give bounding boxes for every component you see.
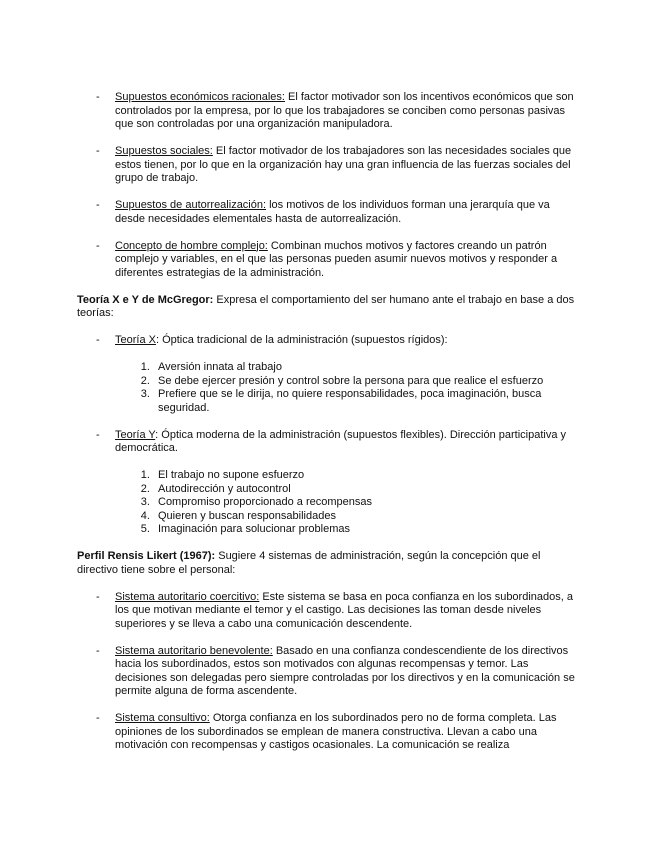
bullet-item (77, 240, 579, 281)
list-item: 5. Imaginación para solucionar problemas (153, 523, 579, 537)
bullet-term: Teoría Y (115, 428, 156, 441)
bullet-dash: - (96, 91, 100, 103)
list-item: 1. Aversión innata al trabajo (153, 361, 579, 375)
bullet-text: los motivos de los individuos forman una jerarquía que va desde necesidades elementales hasta de autorrealización. (115, 199, 550, 225)
bullet-term: Teoría X (115, 334, 156, 346)
bullet-item (77, 712, 579, 753)
bullet-dash: - (96, 334, 100, 346)
list-item: 3. Compromiso proporcionado a recompensas (153, 496, 579, 510)
bullet-item (77, 145, 579, 186)
bullet-text: El factor motivador son los incentivos económicos que son controlados por la empresa, por lo que los trabajadores se conciben como personas pasivas que son controladas por una organización manipuladora. (115, 91, 574, 130)
bullet-term: Supuestos sociales: (115, 145, 213, 157)
mcgregor-text: Expresa el comportamiento del ser humano ante el trabajo en base a dos teorías: (77, 293, 575, 319)
theory-x-list (77, 361, 579, 415)
bullet-text: Otorga confianza en los subordinados pero no de forma completa. Las opiniones de los subordinados se emplean de manera constructiva. Llevan a cabo una motivación con recompensas y castigos ocasionales. La comunicación se realiza (115, 712, 557, 751)
bullet-item (77, 91, 579, 132)
bullet-term: Concepto de hombre complejo: (115, 239, 268, 252)
list-item: 4. Quieren y buscan responsabilidades (153, 510, 579, 524)
likert-heading: Perfil Rensis Likert (1967): (77, 550, 216, 562)
bullet-term: Supuestos económicos racionales: (115, 91, 285, 103)
likert-paragraph (77, 550, 579, 577)
bullet-dash: - (96, 199, 100, 211)
list-item: 2. Se debe ejercer presión y control sobre la persona para que realice el esfuerzo (153, 375, 579, 389)
bullet-term: Sistema autoritario coercitivo: (115, 590, 260, 603)
list-item: 2. Autodirección y autocontrol (153, 483, 579, 497)
list-item: 1. El trabajo no supone esfuerzo (153, 469, 579, 483)
bullet-item (77, 199, 579, 226)
bullet-text: : Óptica moderna de la administración (supuestos flexibles). Dirección participativa y democrática. (115, 428, 567, 454)
bullet-dash: - (96, 239, 100, 252)
mcgregor-paragraph (77, 294, 579, 321)
bullet-dash: - (96, 712, 100, 724)
bullet-text: Este sistema se basa en poca confianza en los subordinados, a los que motivan mediante el temor y el castigo. Las decisiones las toman desde niveles superiores y se lleva a cabo una comunicación descendente. (115, 590, 573, 630)
bullet-text: : Óptica tradicional de la administración (supuestos rígidos): (155, 334, 448, 346)
bullet-term: Sistema consultivo: (115, 712, 210, 724)
likert-text: Sugiere 4 sistemas de administración, según la concepción que el directivo tiene sobre el personal: (77, 550, 541, 576)
bullet-term: Sistema autoritario benevolente: (115, 644, 273, 657)
bullet-item (77, 591, 579, 632)
document-page (77, 91, 579, 766)
bullet-dash: - (96, 644, 100, 657)
theory-x-item (77, 334, 579, 348)
bullet-text: Basado en una confianza condescendiente de los directivos hacia los subordinados, estos son motivados con algunas recompensas y temor. Las decisiones son delegadas pero siempre controladas por los directivos y en la comunicación se permite alguna de forma ascendente. (115, 644, 575, 697)
theory-y-item (77, 429, 579, 456)
bullet-text: El factor motivador de los trabajadores son las necesidades sociales que estos tienen, por lo que en la organización hay una gran influencia de las fuerzas sociales del grupo de trabajo. (115, 145, 572, 184)
bullet-item (77, 645, 579, 699)
bullet-dash: - (96, 145, 100, 157)
bullet-dash: - (96, 428, 100, 441)
mcgregor-heading: Teoría X e Y de McGregor: (77, 293, 214, 306)
bullet-dash: - (96, 590, 100, 603)
theory-y-list (77, 469, 579, 537)
bullet-term: Supuestos de autorrealización: (115, 199, 267, 211)
list-item: 3. Prefiere que se le dirija, no quiere responsabilidades, poca imaginación, busca seguridad. (153, 388, 579, 415)
bullet-text: Combinan muchos motivos y factores creando un patrón complejo y variables, en el que las personas pueden asumir nuevos motivos y responder a diferentes estrategias de la administración. (115, 239, 558, 279)
